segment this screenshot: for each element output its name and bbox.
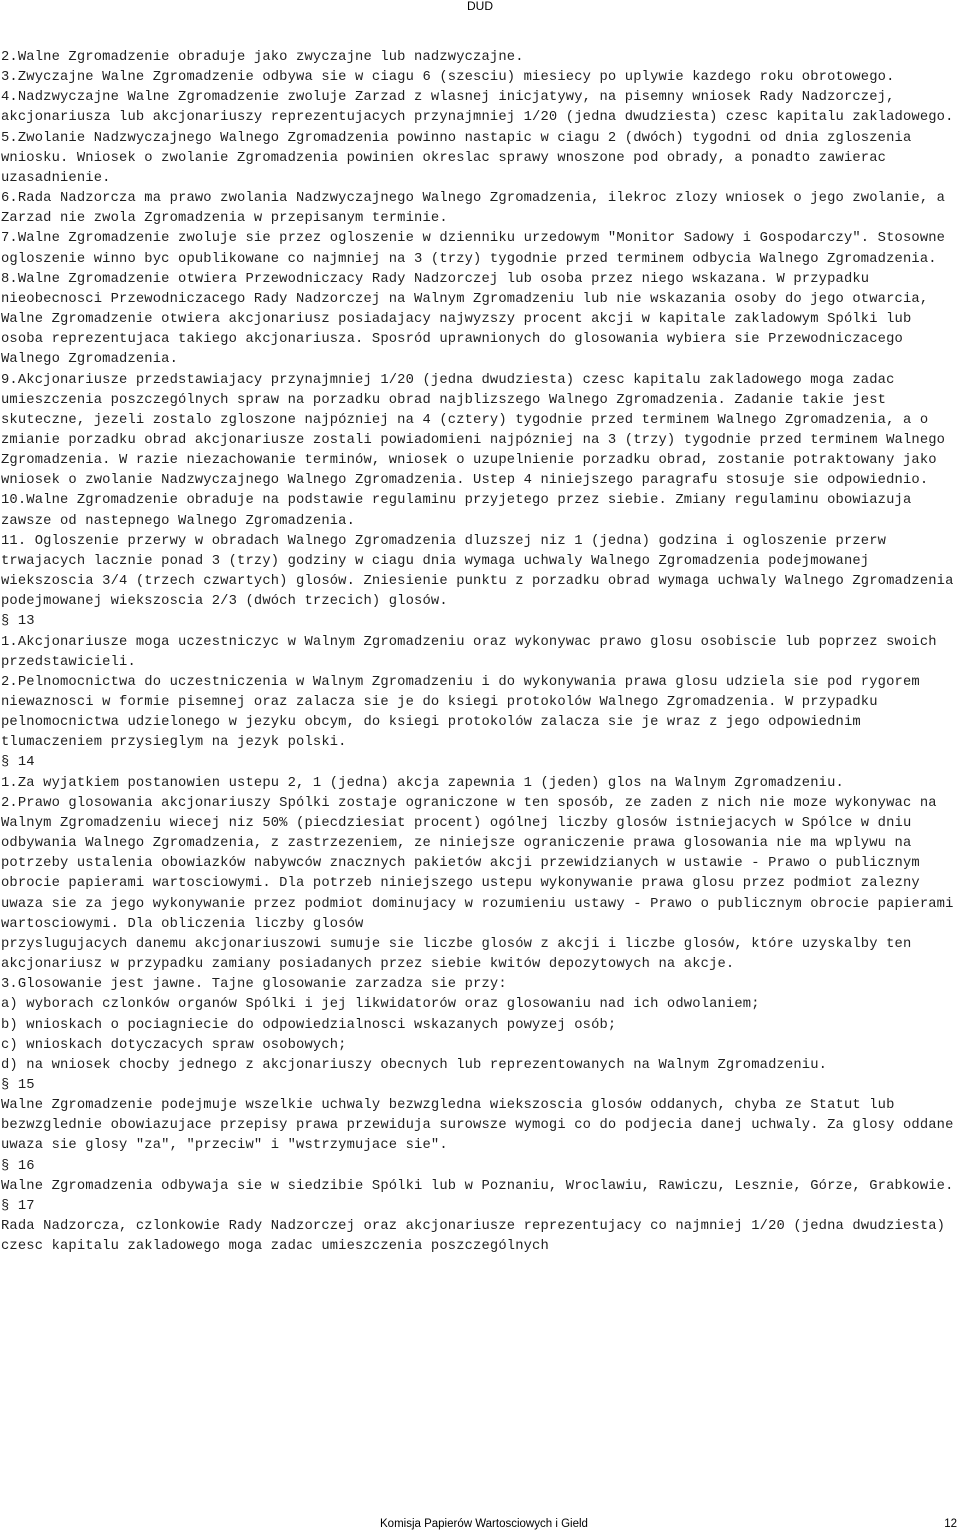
paragraph-walne-10: 10.Walne Zgromadzenie obraduje na podstawie regulaminu przyjetego przez siebie. Zmiany regulaminu obowiazuja zawsze od nastepnego Walnego Zgromadzenia. bbox=[1, 493, 912, 529]
document-body bbox=[1, 48, 956, 1257]
paragraph-walne-11: 11. Ogloszenie przerwy w obradach Walnego Zgromadzenia dluzszej niz 1 (jedna) godzina i ogloszenie przerw trwajacych lacznie ponad 3 (trzy) godziny w ciagu dnia wymaga uchwaly Walnego Zgromadzenia podejmowanej wiekszoscia 3/4 (trzech czwartych) glosów. Zniesienie punktu z porzadku obrad wymaga uchwaly Walnego Zgromadzenia podejmowanej wiekszoscia 2/3 (dwóch trzecich) glosów. bbox=[1, 533, 954, 610]
paragraph-walne-8: 8.Walne Zgromadzenie otwiera Przewodniczacy Rady Nadzorczej lub osoba przez niego wskazana. W przypadku nieobecnosci Przewodniczacego Rady Nadzorczej na Walnym Zgromadzeniu lub nie wskazania osoby do jego otwarcia, Walne Zgromadzenie otwiera akcjonariusz posiadajacy najwyzszy procent akcji w kapitale zakladowym Spólki lub osoba reprezentujaca takiego akcjonariusza. Sposród uprawnionych do glosowania wybiera sie Przewodniczacego Walnego Zgromadzenia. bbox=[1, 271, 929, 368]
paragraph-s14-3: 3.Glosowanie jest jawne. Tajne glosowanie zarzadza sie przy: bbox=[1, 977, 507, 993]
section-heading-15: § 15 bbox=[1, 1077, 35, 1093]
paragraph-walne-4: 4.Nadzwyczajne Walne Zgromadzenie zwoluje Zarzad z wlasnej inicjatywy, na pisemny wniosek Rady Nadzorczej, akcjonariusza lub akcjonariuszy reprezentujacych przynajmniej 1/20 (jedna dwudziesta) czesc kapitalu zakladowego. bbox=[1, 90, 954, 126]
list-item-a: a) wyborach czlonków organów Spólki i jej likwidatorów oraz glosowaniu nad ich odwolaniem; bbox=[1, 997, 760, 1013]
footer-source: Komisja Papierów Wartosciowych i Gield bbox=[380, 1518, 588, 1530]
list-item-d: d) na wniosek chocby jednego z akcjonariuszy obecnych lub reprezentowanych na Walnym Zgromadzeniu. bbox=[1, 1057, 828, 1073]
paragraph-s16: Walne Zgromadzenia odbywaja sie w siedzibie Spólki lub w Poznaniu, Wroclawiu, Rawiczu, Lesznie, Górze, Grabkowie. bbox=[1, 1178, 954, 1194]
page-footer bbox=[0, 1517, 960, 1531]
section-heading-17: § 17 bbox=[1, 1198, 35, 1214]
section-heading-13: § 13 bbox=[1, 614, 35, 630]
paragraph-walne-9: 9.Akcjonariusze przedstawiajacy przynajmniej 1/20 (jedna dwudziesta) czesc kapitalu zakladowego moga zadac umieszczenia poszczególnych spraw na porzadku obrad najblizszego Walnego Zgromadzenia. Zadanie takie jest skuteczne, jezeli zostalo zgloszone najpózniej na 4 (cztery) tygodnie przed terminem Walnego Zgromadzenia, a o zmianie porzadku obrad akcjonariusze zostali powiadomieni najpózniej na 3 (trzy) tygodnie przed terminem Walnego Zgromadzenia. W razie niezachowanie terminów, wniosek o uzupelnienie porzadku obrad, zostanie potraktowany jako wniosek o zwolanie Nadzwyczajnego Walnego Zgromadzenia. Ustep 4 niniejszego paragrafu stosuje sie odpowiednio. bbox=[1, 372, 946, 489]
section-heading-16: § 16 bbox=[1, 1158, 35, 1174]
paragraph-walne-2: 2.Walne Zgromadzenie obraduje jako zwyczajne lub nadzwyczajne. bbox=[1, 50, 524, 65]
paragraph-s14-2: 2.Prawo glosowania akcjonariuszy Spólki zostaje ograniczone w ten sposób, ze zaden z nich nie moze wykonywac na Walnym Zgromadzeniu wiecej niz 50% (piecdziesiat procent) ogólnej liczby glosów istniejacych w Spólce w dniu odbywania Walnego Zgromadzenia, z zastrzezeniem, ze niniejsze ograniczenie prawa glosowania nie ma wplywu na potrzeby ustalenia obowiazków nabywców znacznych pakietów akcji przewidzianych w ustawie - Prawo o publicznym obrocie papierami wartosciowymi. Dla potrzeb niniejszego ustepu wykonywanie prawa glosu przez podmiot zalezny uwaza sie za jego wykonywanie przez podmiot dominujacy w rozumieniu ustawy - Prawo o publicznym obrocie papierami wartosciowymi. Dla obliczenia liczby glosów bbox=[1, 795, 954, 932]
paragraph-walne-5: 5.Zwolanie Nadzwyczajnego Walnego Zgromadzenia powinno nastapic w ciagu 2 (dwóch) tygodni od dnia zgloszenia wniosku. Wniosek o zwolanie Zgromadzenia powinien okreslac sprawy wnoszone pod obrady, a ponadto zawierac uzasadnienie. bbox=[1, 130, 912, 186]
paragraph-s14-2-cont: przyslugujacych danemu akcjonariuszowi sumuje sie liczbe glosów z akcji i liczbe glosów, które uzyskalby ten akcjonariusz w przypadku zamiany posiadanych przez siebie kwitów depozytowych na akcje. bbox=[1, 936, 912, 973]
paragraph-s15: Walne Zgromadzenie podejmuje wszelkie uchwaly bezwzgledna wiekszoscia glosów oddanych, chyba ze Statut lub bezwzglednie obowiazujace przepisy prawa przewiduja surowsze wymogi co do podjecia danej uchwaly. Za glosy oddane uwaza sie glosy "za", "przeciw" i "wstrzymujace sie". bbox=[1, 1098, 954, 1154]
paragraph-s13-1: 1.Akcjonariusze moga uczestniczyc w Walnym Zgromadzeniu oraz wykonywac prawo glosu osobiscie lub poprzez swoich przedstawicieli. bbox=[1, 634, 937, 670]
paragraph-walne-3: 3.Zwyczajne Walne Zgromadzenie odbywa sie w ciagu 6 (szesciu) miesiecy po uplywie kazdego roku obrotowego. bbox=[1, 70, 895, 86]
paragraph-s13-2: 2.Pelnomocnictwa do uczestniczenia w Walnym Zgromadzeniu i do wykonywania prawa glosu udziela sie pod rygorem niewaznosci w formie pisemnej oraz zalacza sie je do ksiegi protokolów Walnego Zgromadzenia. W przypadku pelnomocnictwa udzielonego w jezyku obcym, do ksiegi protokolów zalacza sie je wraz z jego odpowiednim tlumaczeniem przysieglym na jezyk polski. bbox=[1, 674, 920, 751]
list-item-b: b) wnioskach o pociagniecie do odpowiedzialnosci wskazanych powyzej osób; bbox=[1, 1017, 617, 1033]
page-number: 12 bbox=[944, 1518, 957, 1530]
paragraph-walne-6: 6.Rada Nadzorcza ma prawo zwolania Nadzwyczajnego Walnego Zgromadzenia, ilekroc zlozy wniosek o jego zwolanie, a Zarzad nie zwola Zgromadzenia w przepisanym terminie. bbox=[1, 191, 946, 227]
section-heading-14: § 14 bbox=[1, 755, 35, 771]
paragraph-s14-1: 1.Za wyjatkiem postanowien ustepu 2, 1 (jedna) akcja zapewnia 1 (jeden) glos na Walnym Zgromadzeniu. bbox=[1, 775, 844, 791]
page-header-title: DUD bbox=[467, 0, 493, 13]
paragraph-walne-7: 7.Walne Zgromadzenie zwoluje sie przez ogloszenie w dzienniku urzedowym "Monitor Sadowy i Gospodarczy". Stosowne ogloszenie winno byc opublikowane co najmniej na 3 (trzy) tygodnie przed terminem odbycia Walnego Zgromadzenia. bbox=[1, 231, 946, 267]
paragraph-s17: Rada Nadzorcza, czlonkowie Rady Nadzorczej oraz akcjonariusze reprezentujacy co najmniej 1/20 (jedna dwudziesta) czesc kapitalu zakladowego moga zadac umieszczenia poszczególnych bbox=[1, 1219, 946, 1255]
list-item-c: c) wnioskach dotyczacych spraw osobowych; bbox=[1, 1037, 347, 1053]
